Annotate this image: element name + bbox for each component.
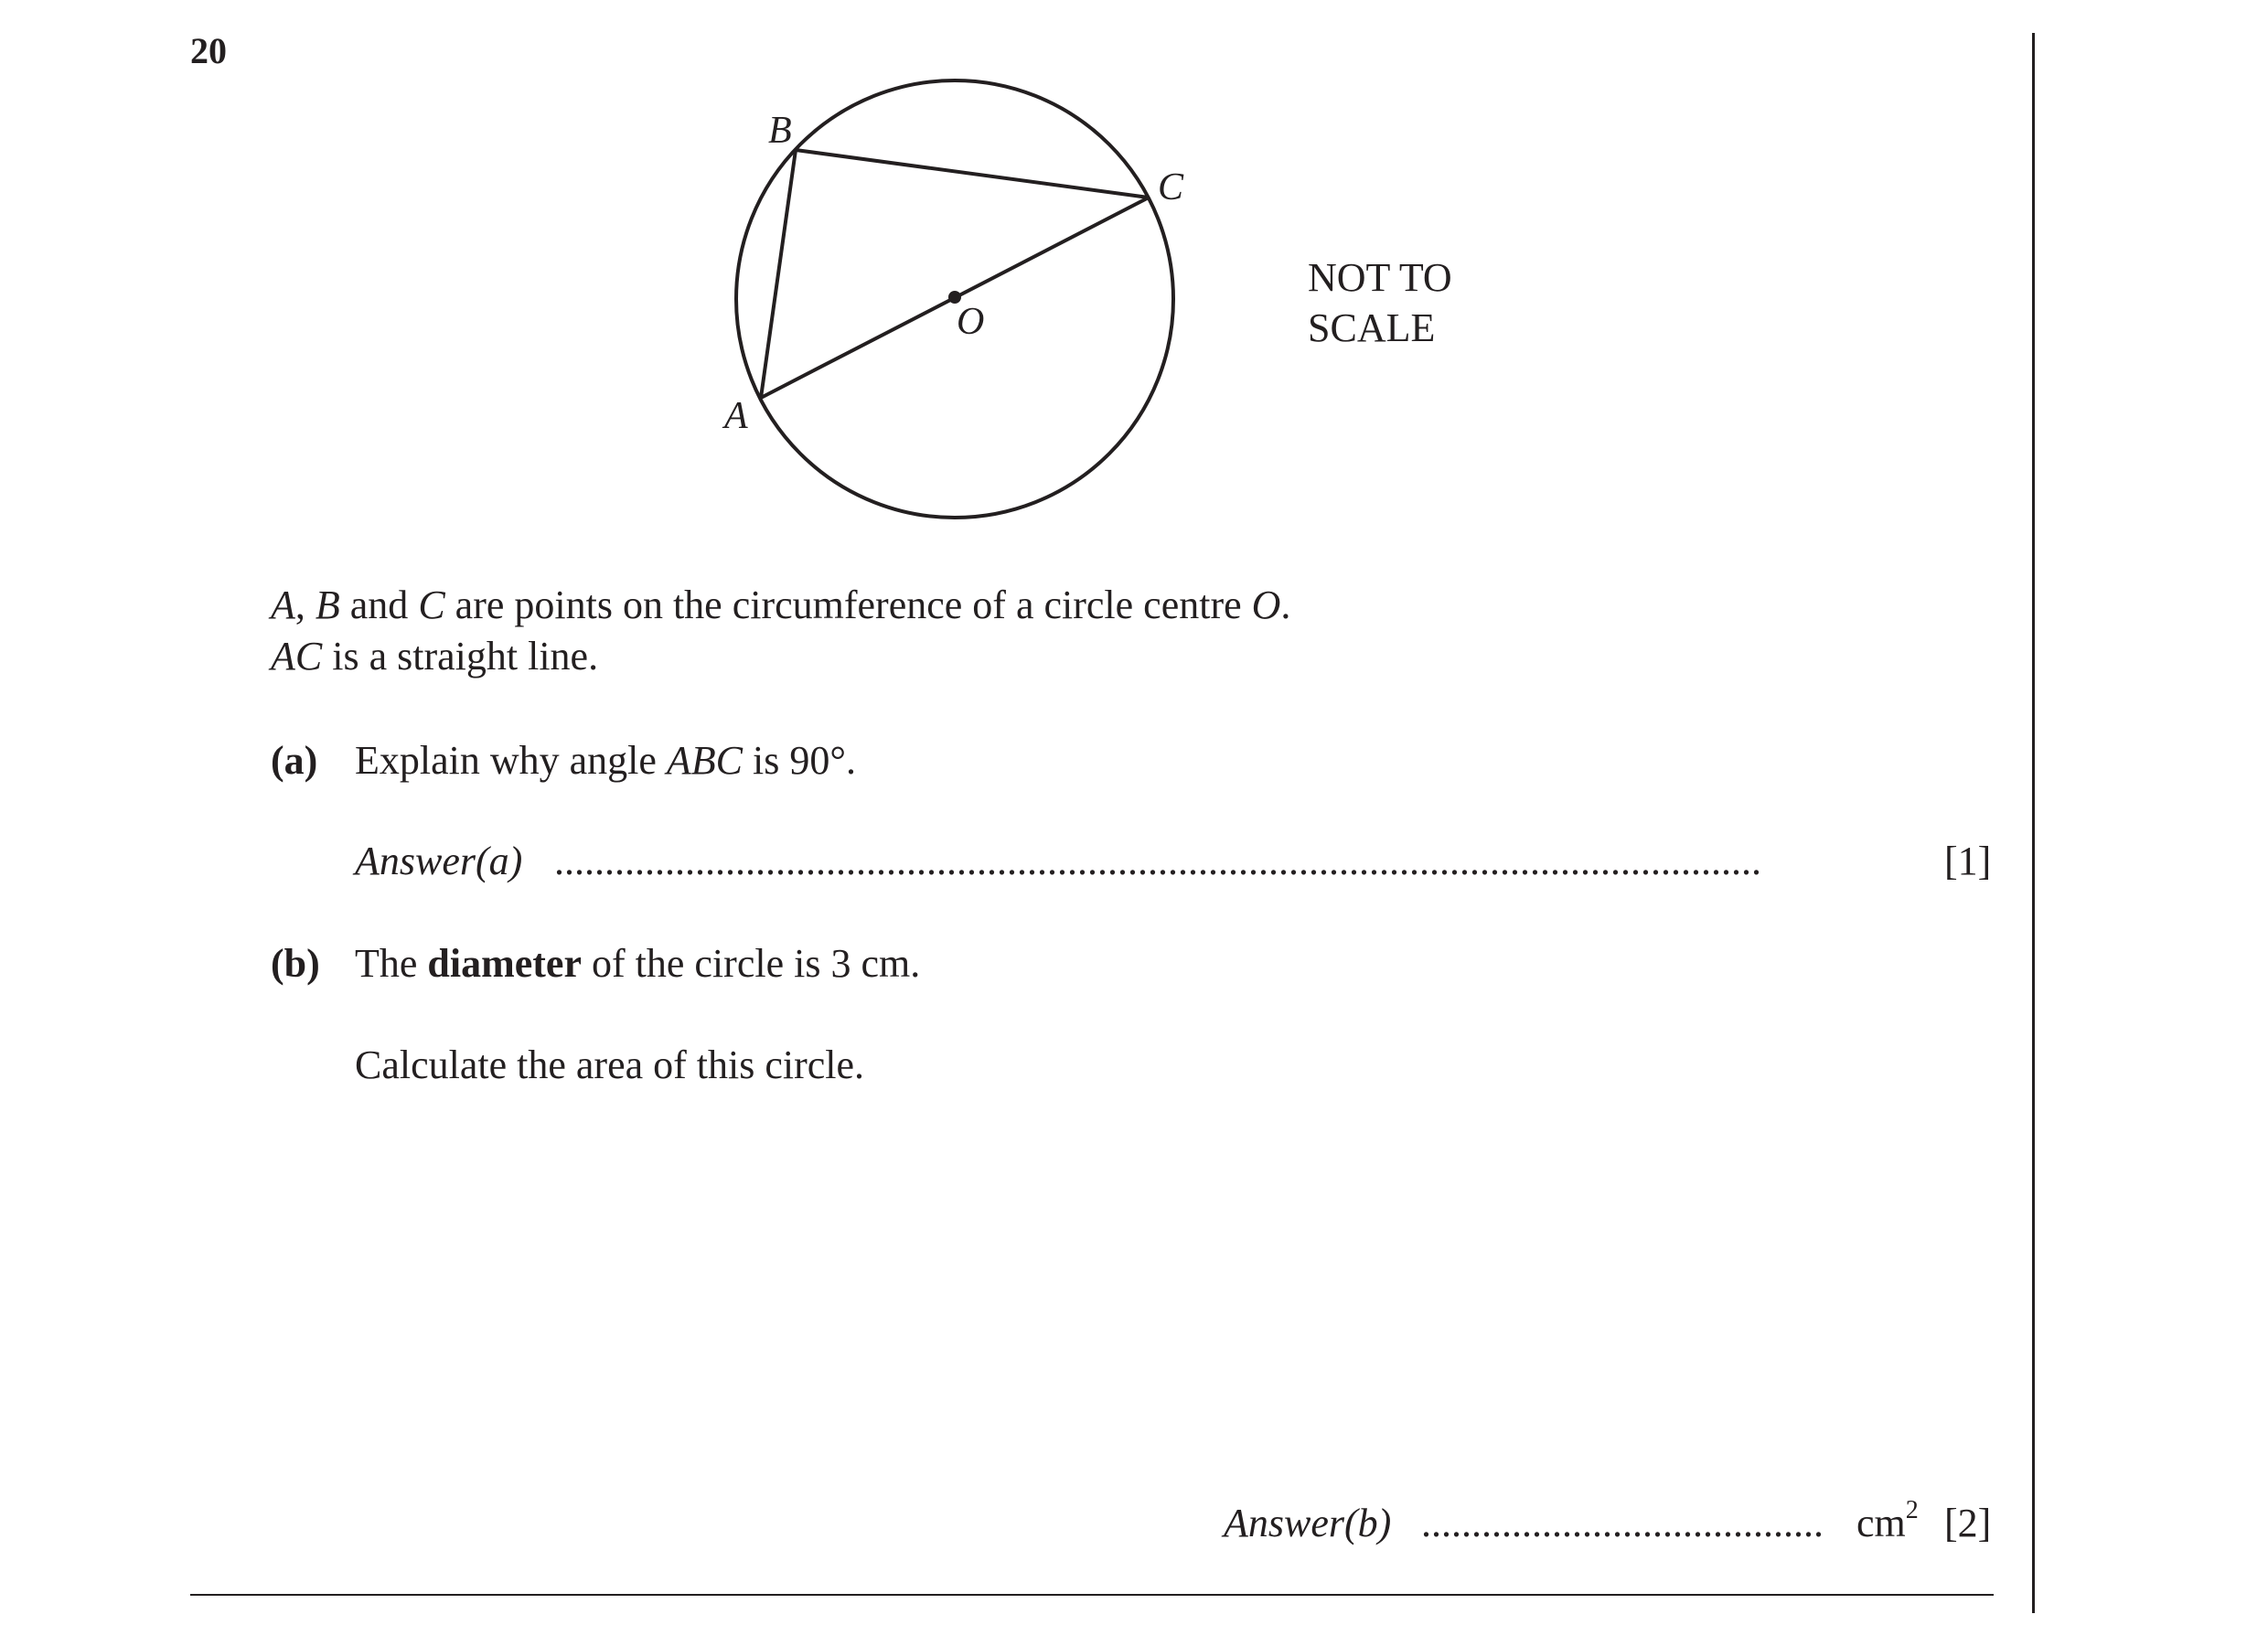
part-b-text: The <box>355 941 428 986</box>
note-line-2: SCALE <box>1308 305 1436 350</box>
answer-b-unit <box>1856 1496 1919 1545</box>
answer-a-text: Answer(a) <box>355 839 523 883</box>
label-c: C <box>1158 166 1184 208</box>
point-c: C <box>418 583 445 627</box>
part-a-label: (a) <box>271 738 318 783</box>
unit-cm: cm <box>1856 1501 1906 1545</box>
stem-line-1 <box>271 580 1290 631</box>
answer-a-label <box>355 841 522 882</box>
question-number: 20 <box>190 30 227 71</box>
answer-a-dots[interactable]: ........................................................................................................................ <box>554 841 1761 882</box>
not-to-scale-note <box>1308 252 1452 353</box>
label-b: B <box>768 110 792 152</box>
point-a: A <box>271 583 295 627</box>
point-o: O <box>1251 583 1281 627</box>
part-a <box>271 738 318 783</box>
part-b-label: (b) <box>271 941 320 986</box>
point-b: B <box>315 583 340 627</box>
part-b-question <box>355 941 921 986</box>
question-stem <box>271 580 1290 682</box>
stem-and: and <box>339 583 419 627</box>
marks-a <box>1944 841 1991 882</box>
part-b-instruction <box>355 1042 865 1087</box>
note-line-1: NOT TO <box>1308 255 1452 300</box>
answer-a-line[interactable] <box>554 841 1917 882</box>
stem-line2-text: is a straight line. <box>322 634 599 679</box>
part-b-instruction-text: Calculate the area of this circle. <box>355 1042 865 1087</box>
marks-b-text: [2] <box>1944 1501 1992 1545</box>
bottom-rule <box>190 1594 1994 1596</box>
part-a-question <box>355 738 856 783</box>
chord-bc <box>796 150 1149 198</box>
stem-sep: , <box>294 583 316 627</box>
unit-power: 2 <box>1905 1496 1919 1524</box>
angle-abc: ABC <box>666 738 744 783</box>
part-b-text-end: of the circle is 3 cm. <box>582 941 921 986</box>
part-a-text: Explain why angle <box>355 738 667 783</box>
stem-end: . <box>1280 583 1291 627</box>
answer-b-text: Answer(b) <box>1224 1501 1392 1545</box>
label-o: O <box>957 301 985 343</box>
diameter-word: diameter <box>427 941 582 986</box>
line-ac: AC <box>271 634 323 679</box>
marks-a-text: [1] <box>1944 839 1992 883</box>
stem-line-2 <box>271 631 1290 682</box>
label-a: A <box>724 395 748 437</box>
part-a-text-end: is 90°. <box>743 738 856 783</box>
marks-b <box>1944 1503 1991 1544</box>
answer-b-label <box>1224 1503 1391 1544</box>
stem-text: are points on the circumference of a circle centre <box>444 583 1252 627</box>
part-b <box>271 941 320 986</box>
answer-b-dots[interactable]: ........................................ <box>1421 1503 1824 1544</box>
answer-b-line[interactable] <box>1421 1503 1844 1544</box>
